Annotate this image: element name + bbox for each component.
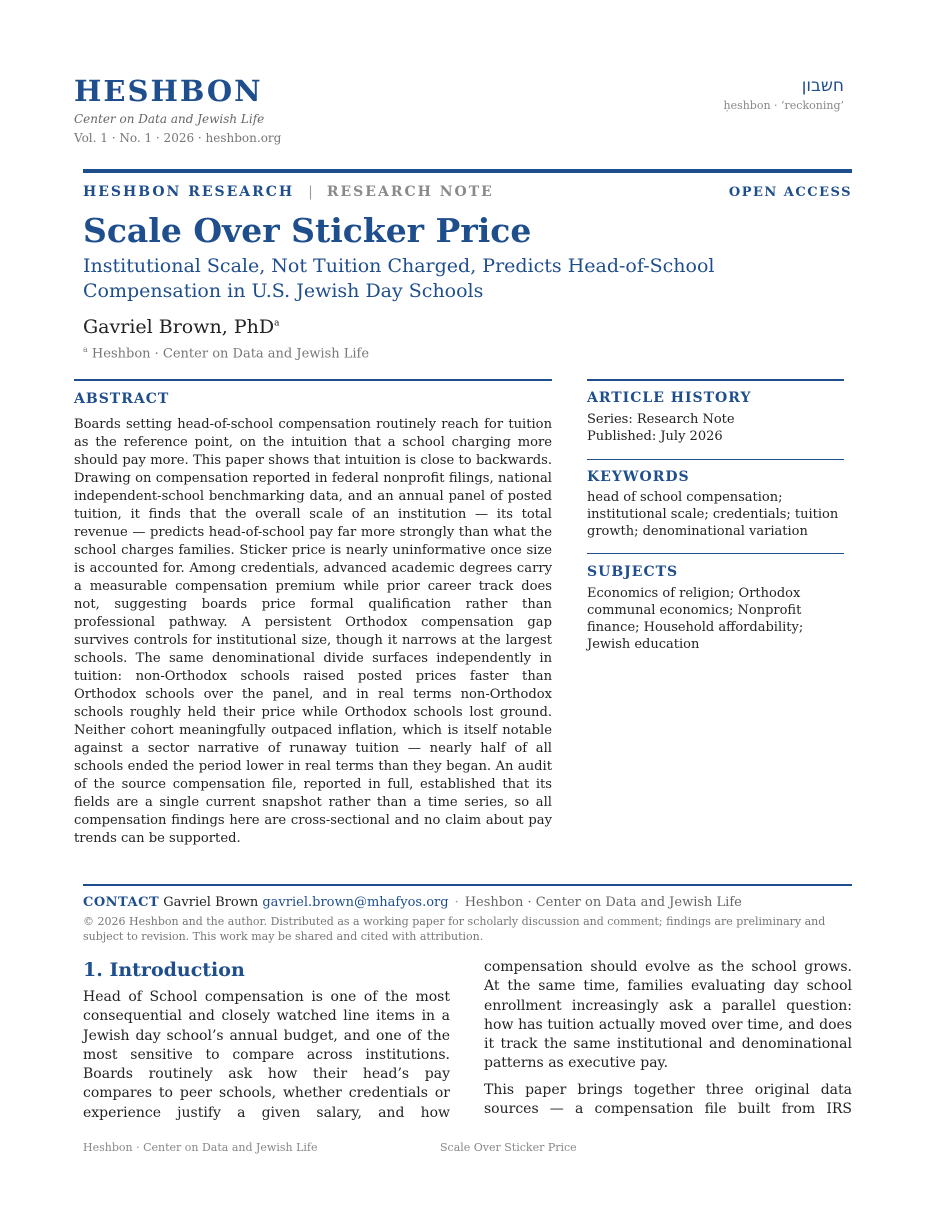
history-rule bbox=[587, 379, 844, 381]
affiliation bbox=[83, 345, 369, 361]
subjects-rule bbox=[587, 553, 844, 554]
contact-rule bbox=[83, 884, 852, 886]
footer-running-title: Scale Over Sticker Price bbox=[440, 1141, 577, 1154]
contact-line bbox=[83, 895, 742, 910]
journal-brand: HESHBON bbox=[74, 74, 263, 108]
article-kicker bbox=[83, 184, 494, 200]
footer-org: Heshbon · Center on Data and Jewish Life bbox=[83, 1141, 318, 1154]
affiliation-text: Heshbon · Center on Data and Jewish Life bbox=[91, 346, 370, 362]
keywords-rule bbox=[587, 459, 844, 460]
subjects-heading: SUBJECTS bbox=[587, 564, 679, 580]
contact-separator: · bbox=[454, 895, 459, 910]
intro-paragraph-1: Head of School compensation is one of the most consequential and closely watched line items in a Jewish day school’s annual budget, and one of the most sensitive to compare across institutions. Boards routinely ask how their head’s pay compares to peer schools, whether credentials or experience justify a given salary, and how bbox=[83, 989, 450, 1121]
article-title: Scale Over Sticker Price bbox=[83, 211, 532, 250]
affiliation-marker: a bbox=[83, 345, 88, 354]
copyright-notice: © 2026 Heshbon and the author. Distributed as a working paper for scholarly discussion and comment; findings are preliminary and subject to revision. This work may be shared and cited with attribution. bbox=[83, 915, 826, 943]
hebrew-wordmark: חשבון bbox=[801, 76, 844, 96]
abstract-text: Boards setting head-of-school compensation routinely reach for tuition as the reference point, on the intuition that a school charging more should pay more. This paper shows that intuition is close to backwards. Drawing on compensation reported in federal nonprofit filings, national independent-school benchmarking data, and an annual panel of posted tuition, it finds that the overall scale of an institution — its total revenue — predicts head-of-school pay far more strongly than what the school charges families. Sticker price is nearly uninformative once size is accounted for. Among credentials, advanced academic degrees carry a measurable compensation premium while prior career track does not, suggesting boards price formal qualification rather than professional pathway. A persistent Orthodox compensation gap survives controls for institutional size, though it narrows at the largest schools. The same denominational divide surfaces independently in tuition: non-Orthodox schools raised posted prices faster than Orthodox schools over the panel, and in real terms non-Orthodox schools roughly held their price while Orthodox schools lost ground. Neither cohort meaningfully outpaced inflation, which is itself notable against a sector narrative of runaway tuition — nearly half of all schools ended the period lower in real terms than they began. An audit of the source compensation file, reported in full, established that its fields are a single current snapshot rather than a time series, so all compensation findings here are cross-sectional and no claim about pay trends can be supported. bbox=[74, 417, 552, 846]
abstract-rule bbox=[74, 379, 552, 381]
kicker-series: HESHBON RESEARCH bbox=[83, 184, 295, 200]
intro-paragraph-2: This paper brings together three original data sources — a compensation file built from IRS bbox=[484, 1081, 852, 1118]
history-heading: ARTICLE HISTORY bbox=[587, 390, 752, 406]
contact-label: CONTACT bbox=[83, 895, 160, 910]
contact-org: Heshbon · Center on Data and Jewish Life bbox=[464, 895, 742, 910]
keywords-text: head of school compensation; institutional scale; credentials; tuition growth; denominational variation bbox=[587, 490, 839, 539]
contact-email-link[interactable]: gavriel.brown@mhafyos.org bbox=[262, 895, 449, 910]
kicker-type: RESEARCH NOTE bbox=[326, 184, 494, 200]
published-line: Published: July 2026 bbox=[587, 429, 723, 444]
volume-line: Vol. 1 · No. 1 · 2026 · heshbon.org bbox=[74, 131, 282, 145]
intro-paragraph-1-continued: compensation should evolve as the school grows. At the same time, families evaluating day school enrollment increasingly ask a parallel question: how has tuition actually moved over time, and does it track the same institutional and denominational patterns as executive pay. bbox=[484, 959, 852, 1072]
author-name: Gavriel Brown, PhD bbox=[83, 316, 275, 338]
contact-name: Gavriel Brown bbox=[163, 895, 259, 910]
header-rule bbox=[83, 169, 852, 173]
kicker-separator: | bbox=[308, 184, 313, 200]
subjects-text: Economics of religion; Orthodox communal economics; Nonprofit finance; Household affordability; Jewish education bbox=[587, 586, 804, 652]
keywords-heading: KEYWORDS bbox=[587, 469, 690, 485]
intro-heading: 1. Introduction bbox=[83, 959, 245, 981]
author-line bbox=[83, 316, 279, 338]
article-subtitle: Institutional Scale, Not Tuition Charged, Predicts Head-of-School Compensation in U.S. Jewish Day Schools bbox=[83, 255, 715, 302]
abstract-heading: ABSTRACT bbox=[74, 391, 170, 407]
journal-subtitle: Center on Data and Jewish Life bbox=[74, 112, 265, 126]
intro-right-column bbox=[484, 958, 852, 1126]
open-access-badge: OPEN ACCESS bbox=[728, 185, 852, 200]
hebrew-gloss: ḥeshbon · ‘reckoning’ bbox=[723, 99, 844, 112]
series-line: Series: Research Note bbox=[587, 412, 735, 427]
author-marker: a bbox=[274, 318, 280, 329]
